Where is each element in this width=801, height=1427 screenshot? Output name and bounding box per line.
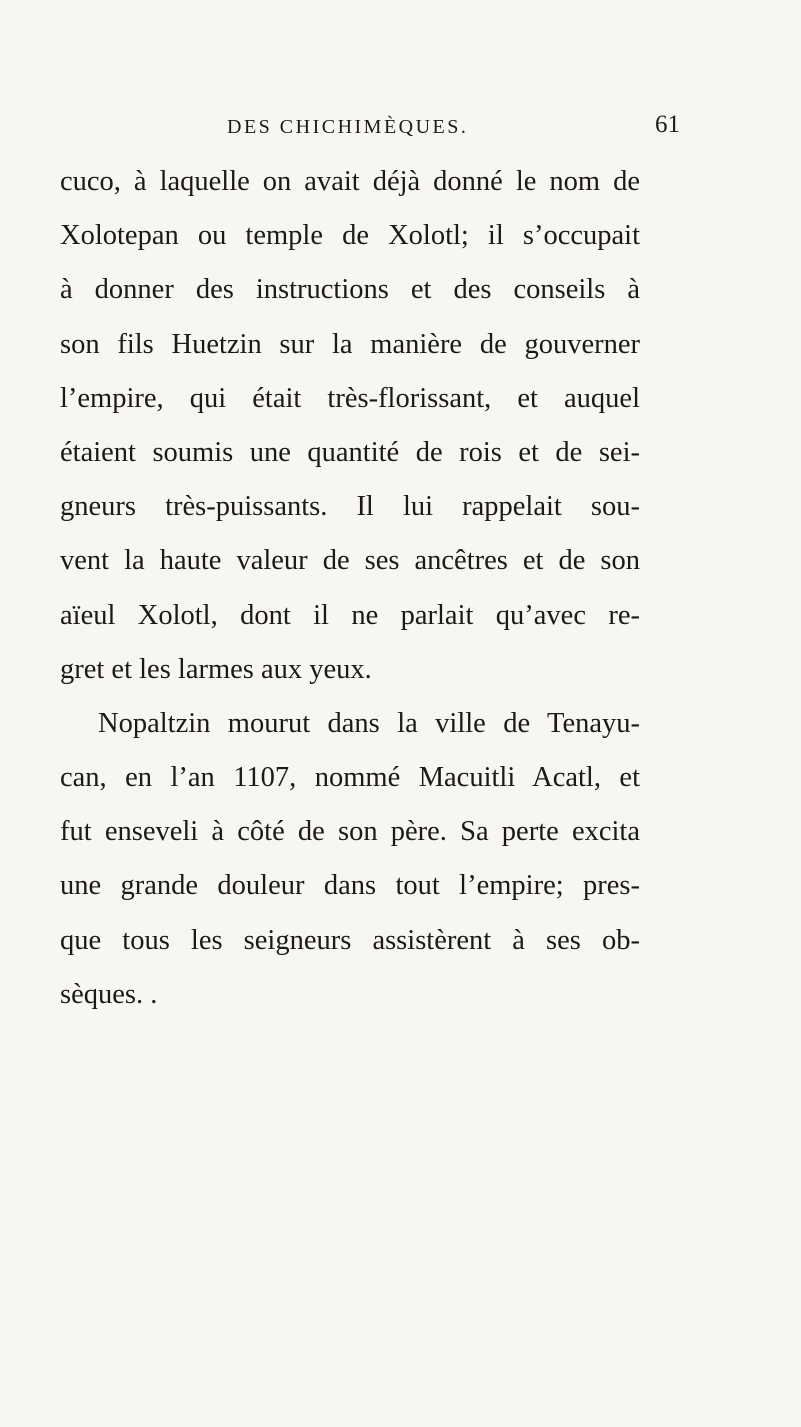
running-title: DES CHICHIMÈQUES. <box>227 116 469 138</box>
text-line: cuco, à laquelle on avait déjà donné le nom de <box>60 166 640 197</box>
text-line: can, en l’an 1107, nommé Macuitli Acatl, et <box>60 762 640 794</box>
text-line: vent la haute valeur de ses ancêtres et de son <box>60 545 640 577</box>
text-line: l’empire, qui était très-florissant, et auquel <box>60 382 640 414</box>
text-line: étaient soumis une quantité de rois et de sei- <box>60 436 640 468</box>
text-line: que tous les seigneurs assistèrent à ses ob- <box>60 924 640 956</box>
text-line: son fils Huetzin sur la manière de gouverner <box>60 328 640 360</box>
text-line: une grande douleur dans tout l’empire; pres- <box>60 870 640 902</box>
text-line: Xolotepan ou temple de Xolotl; il s’occupait <box>60 220 640 252</box>
text-line: gneurs très-puissants. Il lui rappelait sou- <box>60 491 640 523</box>
paragraph-start-line: Nopaltzin mourut dans la ville de Tenayu- <box>98 707 640 739</box>
page-number: 61 <box>655 111 680 138</box>
text-line: aïeul Xolotl, dont il ne parlait qu’avec re- <box>60 599 640 631</box>
paragraph-end-line: gret et les larmes aux yeux. <box>60 653 372 685</box>
text-line: à donner des instructions et des conseils à <box>60 274 640 306</box>
running-head <box>60 111 680 142</box>
body-text <box>60 155 640 1022</box>
text-line: fut enseveli à côté de son père. Sa perte excita <box>60 816 640 848</box>
paragraph-end-line: sèques. . <box>60 978 158 1010</box>
